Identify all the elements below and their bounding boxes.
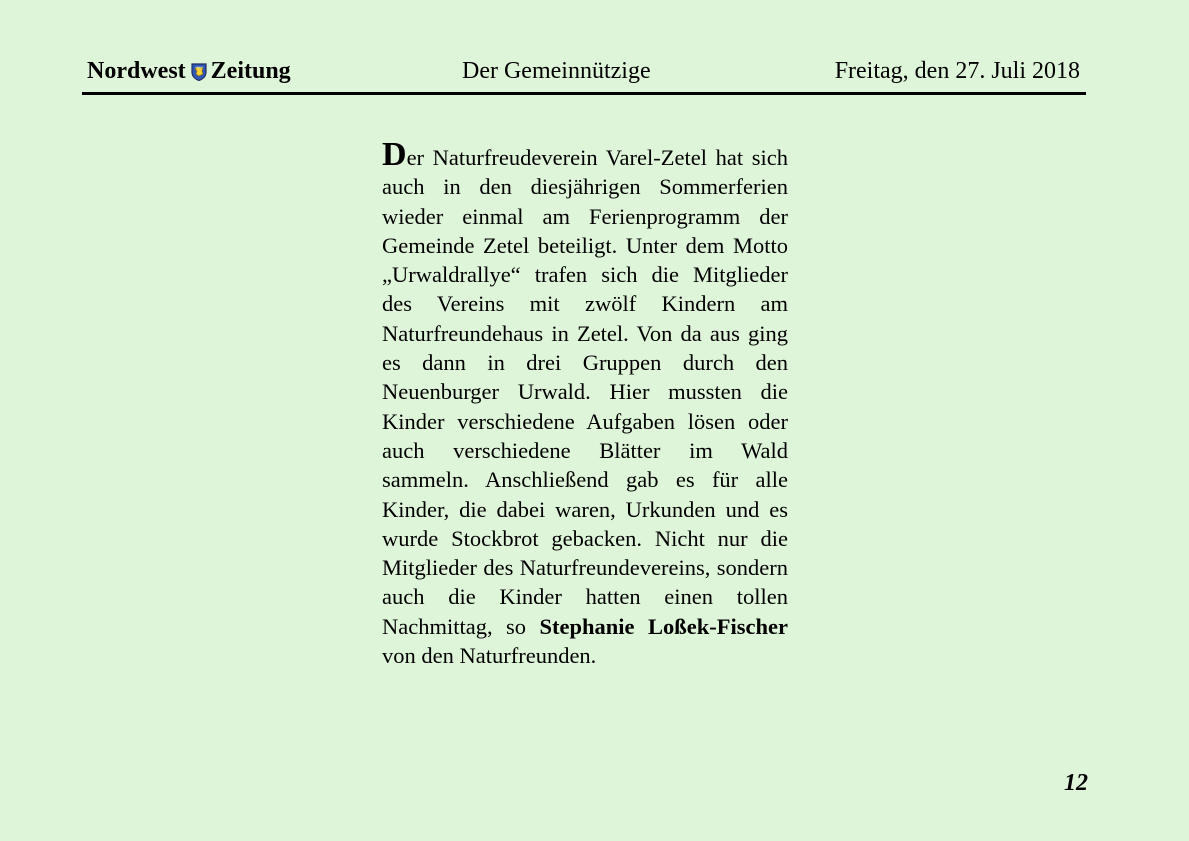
article-dropcap: D [382, 136, 407, 173]
page-number: 12 [1064, 770, 1088, 796]
masthead-zeitung: Zeitung [210, 58, 291, 84]
article-text-intro: er Naturfreudeverein Varel-Zetel hat sich auch in den diesjährigen Sommerferien wieder einmal am Ferienprogramm der Gemeinde Zetel beteiligt. Unter dem Motto „Urwaldrallye“ trafen sich die Mitglieder des Vereins mit zwölf Kindern am Naturfreundehaus in Zetel. Von da aus ging es dann in drei Gruppen durch den Neuenburger Urwald. Hier mussten die Kinder verschiedene Aufgaben lösen oder auch verschiedene Blätter im Wald sammeln. Anschließend gab es für alle Kinder, die dabei waren, Urkunden und es wurde Stockbrot gebacken. Nicht nur die Mitglieder des Naturfreundevereins, sondern auch die Kinder hatten einen tollen Nachmittag, so [382, 145, 788, 639]
masthead-nordwest: Nordwest [87, 58, 186, 84]
coat-of-arms-icon [191, 63, 207, 81]
article-author: Stephanie Loßek-Fischer [539, 613, 788, 639]
article-body [382, 138, 788, 670]
section-title: Der Gemeinnützige [462, 58, 651, 84]
publication-date: Freitag, den 27. Juli 2018 [834, 58, 1080, 84]
page-header [82, 56, 1086, 95]
article-text-outro: von den Naturfreunden. [382, 643, 597, 669]
newspaper-masthead [87, 58, 291, 85]
